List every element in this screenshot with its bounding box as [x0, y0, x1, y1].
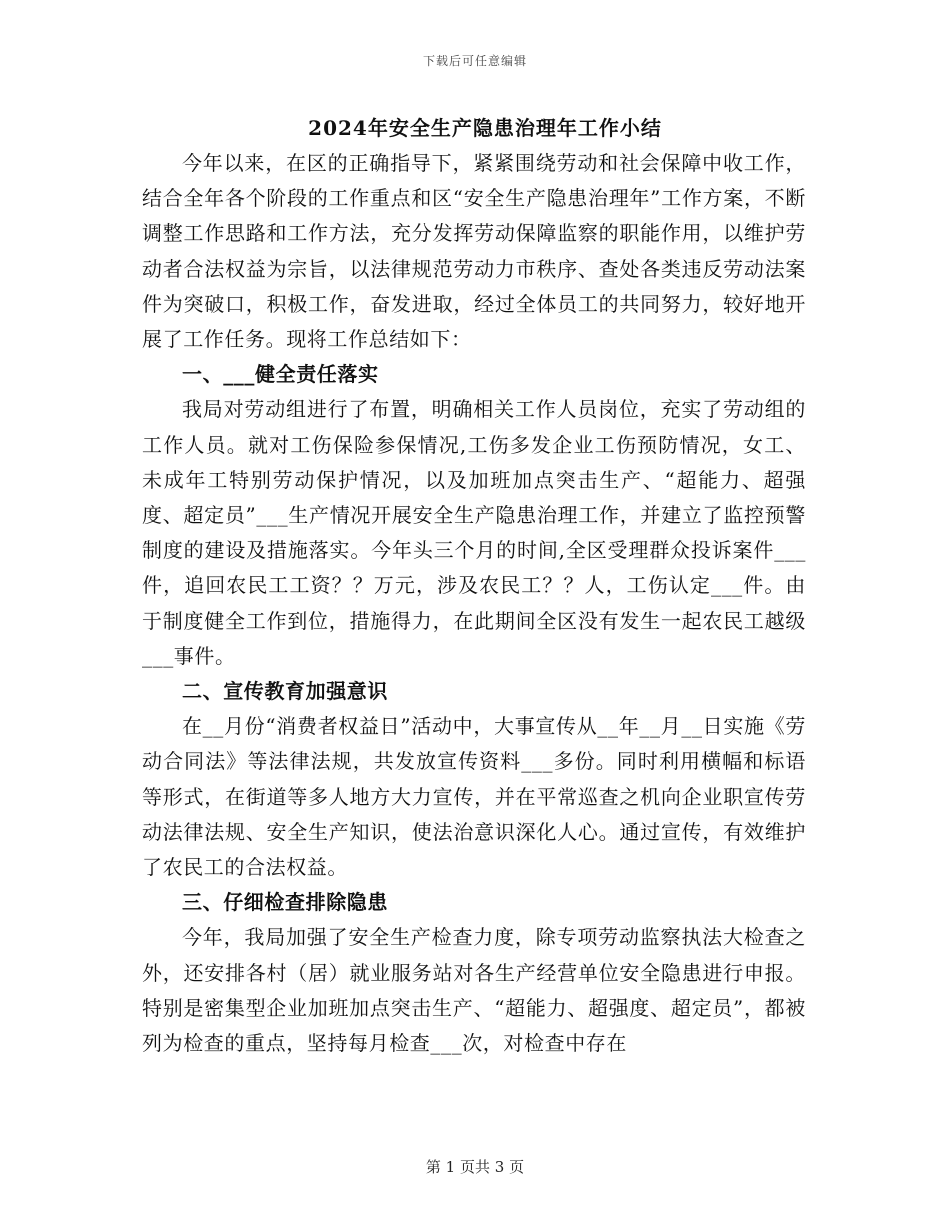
- section-2-paragraph: 在__月份“消费者权益日”活动中，大事宣传从__年__月__日实施《劳动合同法》等法律法规，共发放宣传资料___多份。同时利用横幅和标语等形式，在街道等多人地方大力宣传，并在平常巡查之机向企业职宣传劳动法律法规、安全生产知识，使法治意识深化人心。通过宣传，有效维护了农民工的合法权益。: [142, 714, 806, 880]
- section-3-paragraph: 今年，我局加强了安全生产检查力度，除专项劳动监察执法大检查之外，还安排各村（居）就业服务站对各生产经营单位安全隐患进行申报。特别是密集型企业加班加点突击生产、“超能力、超强度、超定员”，都被列为检查的重点，坚持每月检查___次，对检查中存在: [142, 925, 806, 1056]
- page-footer: 第 1 页共 3 页: [425, 1158, 525, 1176]
- document-title: 2024年安全生产隐患治理年工作小结: [308, 116, 662, 140]
- page-header: 下载后可任意编辑: [422, 54, 527, 68]
- section-2-heading: 二、宣传教育加强意识: [182, 679, 388, 704]
- section-1-heading: 一、___健全责任落实: [182, 362, 379, 387]
- section-1-paragraph: 我局对劳动组进行了布置，明确相关工作人员岗位，充实了劳动组的工作人员。就对工伤保险参保情况,工伤多发企业工伤预防情况，女工、未成年工特别劳动保护情况，以及加班加点突击生产、“超能力、超强度、超定员”___生产情况开展安全生产隐患治理工作，并建立了监控预警制度的建设及措施落实。今年头三个月的时间,全区受理群众投诉案件___件，追回农民工工资？？万元，涉及农民工？？人，工伤认定___件。由于制度健全工作到位，措施得力，在此期间全区没有发生一起农民工越级___事件。: [142, 397, 806, 668]
- intro-paragraph: 今年以来，在区的正确指导下，紧紧围绕劳动和社会保障中收工作，结合全年各个阶段的工作重点和区“安全生产隐患治理年”工作方案，不断调整工作思路和工作方法，充分发挥劳动保障监察的职能作用，以维护劳动者合法权益为宗旨，以法律规范劳动力市秩序、查处各类违反劳动法案件为突破口，积极工作，奋发进取，经过全体员工的共同努力，较好地开展了工作任务。现将工作总结如下：: [142, 151, 806, 352]
- section-3-heading: 三、仔细检查排除隐患: [182, 890, 388, 915]
- document-body: [142, 112, 806, 1061]
